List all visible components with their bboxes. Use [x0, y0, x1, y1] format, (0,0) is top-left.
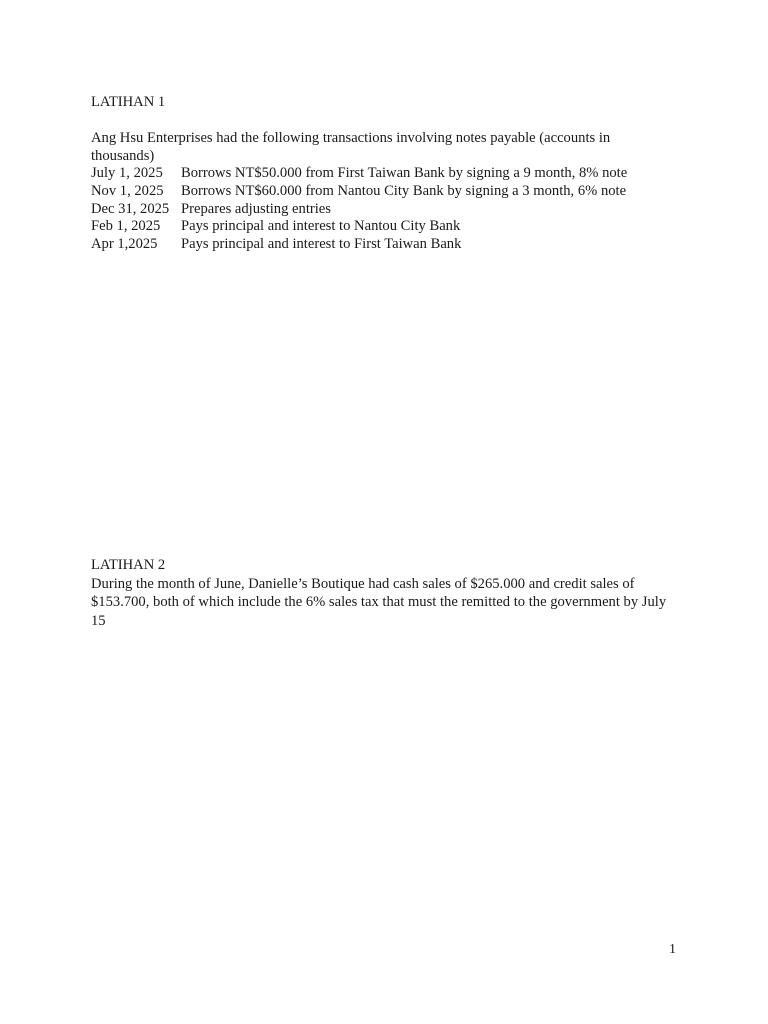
exercise-1-intro: Ang Hsu Enterprises had the following transactions involving notes payable (accounts in thousands) — [91, 130, 611, 164]
exercise-2-heading: LATIHAN 2 — [91, 557, 166, 573]
transaction-row — [91, 236, 671, 254]
page-number: 1 — [669, 942, 676, 957]
transactions-table — [91, 165, 671, 254]
transaction-row — [91, 165, 671, 183]
transaction-description: Prepares adjusting entries — [181, 200, 331, 217]
transaction-date: Dec 31, 2025 — [91, 200, 170, 217]
transaction-date: Apr 1,2025 — [91, 236, 158, 253]
transaction-row — [91, 218, 671, 236]
transaction-date: Feb 1, 2025 — [91, 218, 161, 235]
transaction-description: Borrows NT$60.000 from Nantou City Bank by signing a 3 month, 6% note — [181, 182, 627, 199]
transaction-row — [91, 201, 671, 219]
transaction-description: Borrows NT$50.000 from First Taiwan Bank by signing a 9 month, 8% note — [181, 165, 628, 181]
transaction-description: Pays principal and interest to First Taiwan Bank — [181, 236, 462, 253]
exercise-2-body: During the month of June, Danielle’s Boutique had cash sales of $265.000 and credit sales of $153.700, both of which include the 6% sales tax that must the remitted to the government by July 15 — [91, 576, 667, 629]
transaction-date: July 1, 2025 — [91, 165, 163, 181]
transaction-date: Nov 1, 2025 — [91, 182, 164, 199]
exercise-1-heading: LATIHAN 1 — [91, 94, 166, 110]
transaction-row — [91, 183, 671, 201]
transaction-description: Pays principal and interest to Nantou City Bank — [181, 218, 461, 235]
